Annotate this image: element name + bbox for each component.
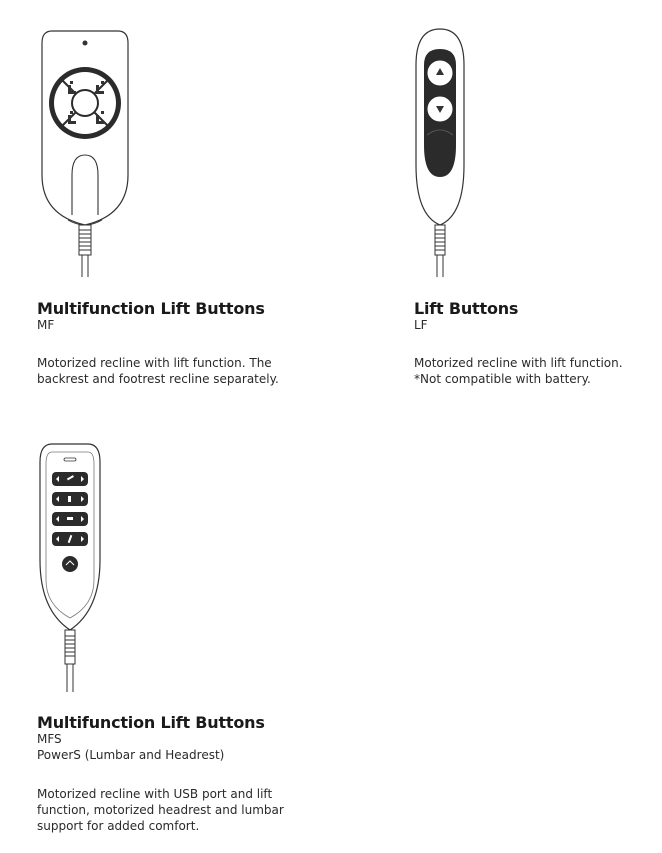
mfs-cable-strain-relief xyxy=(65,630,75,664)
mfs-lumbar-icon xyxy=(68,496,71,502)
mfs-remote-illustration xyxy=(30,440,110,700)
product-title: Multifunction Lift Buttons xyxy=(37,713,265,732)
product-title: Lift Buttons xyxy=(414,299,519,318)
product-code: LF xyxy=(414,318,428,332)
product-mf xyxy=(0,0,330,400)
product-code: MFS xyxy=(37,732,62,746)
product-lf xyxy=(330,0,662,400)
mf-remote-illustration xyxy=(30,25,140,280)
product-description: Motorized recline with lift function. The backrest and footrest recline separately. xyxy=(37,356,279,386)
product-description: Motorized recline with lift function. *Not compatible with battery. xyxy=(414,356,623,386)
product-title: Multifunction Lift Buttons xyxy=(37,299,265,318)
mfs-lift-icon xyxy=(67,517,73,520)
product-subtitle: PowerS (Lumbar and Headrest) xyxy=(37,748,225,762)
product-code: MF xyxy=(37,318,55,332)
product-description: Motorized recline with USB port and lift function, motorized headrest and lumbar support for added comfort. xyxy=(37,787,284,833)
lf-remote-illustration xyxy=(410,25,470,280)
mfs-led-indicator xyxy=(64,458,76,461)
mf-led-dot xyxy=(83,41,88,46)
product-mfs xyxy=(0,420,330,853)
mfs-home-button xyxy=(62,556,78,572)
